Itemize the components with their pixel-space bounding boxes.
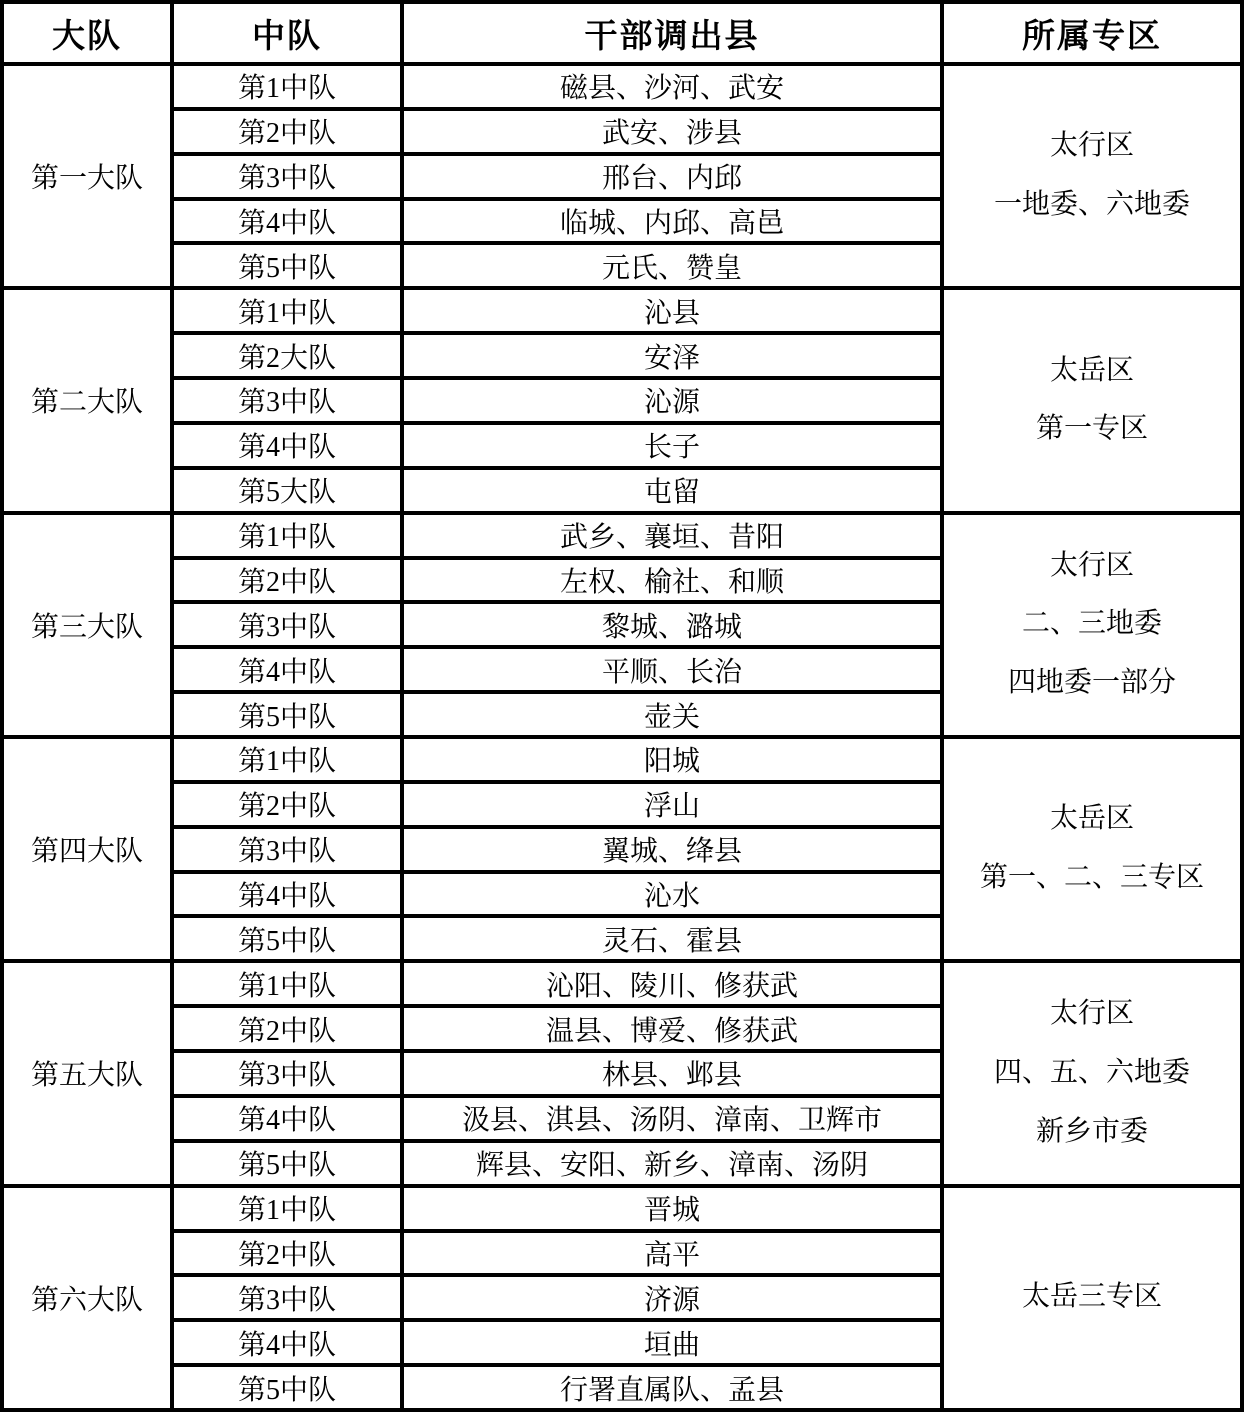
- counties-cell: 安泽: [404, 335, 940, 376]
- squadron-cell: 第4中队: [174, 201, 400, 242]
- district-line: 二、三地委: [1021, 608, 1162, 640]
- squadron-cell: 第5中队: [174, 1143, 400, 1184]
- counties-cell: 平顺、长治: [404, 649, 940, 690]
- squadron-cell: 第3中队: [174, 380, 400, 421]
- squadron-cell: 第3中队: [174, 156, 400, 197]
- header-brigade: 大队: [4, 4, 170, 62]
- squadron-cell: 第5中队: [174, 694, 400, 735]
- squadron-column-4: [174, 739, 400, 959]
- counties-column-4: [404, 739, 940, 959]
- squadron-column-3: [174, 515, 400, 735]
- squadron-cell: 第2中队: [174, 1233, 400, 1274]
- squadron-cell: 第2中队: [174, 111, 400, 152]
- squadron-cell: 第3中队: [174, 1053, 400, 1094]
- squadron-cell: 第1中队: [174, 1188, 400, 1229]
- counties-cell: 晋城: [404, 1188, 940, 1229]
- squadron-cell: 第2中队: [174, 784, 400, 825]
- header-district: 所属专区: [944, 4, 1240, 62]
- district-line: 新乡市委: [1035, 1115, 1148, 1147]
- squadron-cell: 第5中队: [174, 245, 400, 286]
- squadron-cell: 第1中队: [174, 66, 400, 107]
- counties-column-2: [404, 290, 940, 510]
- squadron-cell: 第1中队: [174, 290, 400, 331]
- squadron-cell: 第3中队: [174, 604, 400, 645]
- squadron-cell: 第2中队: [174, 1008, 400, 1049]
- counties-cell: 磁县、沙河、武安: [404, 66, 940, 107]
- counties-cell: 垣曲: [404, 1322, 940, 1363]
- counties-cell: 辉县、安阳、新乡、漳南、汤阴: [404, 1143, 940, 1184]
- district-cell-3: [944, 515, 1240, 735]
- district-line: 太岳三专区: [1021, 1281, 1162, 1313]
- counties-cell: 壶关: [404, 694, 940, 735]
- district-line: 太岳区: [1049, 803, 1134, 835]
- district-line: 太行区: [1049, 549, 1134, 581]
- counties-cell: 沁水: [404, 874, 940, 915]
- squadron-column-5: [174, 963, 400, 1183]
- counties-cell: 灵石、霍县: [404, 918, 940, 959]
- squadron-cell: 第3中队: [174, 829, 400, 870]
- squadron-cell: 第2中队: [174, 560, 400, 601]
- squadron-column-6: [174, 1188, 400, 1408]
- squadron-cell: 第5中队: [174, 1367, 400, 1408]
- squadron-cell: 第1中队: [174, 739, 400, 780]
- squadron-cell: 第5中队: [174, 918, 400, 959]
- district-cell-1: [944, 66, 1240, 286]
- brigade-cell-4: 第四大队: [4, 739, 170, 959]
- district-line: 一地委、六地委: [993, 189, 1190, 221]
- brigade-cell-6: 第六大队: [4, 1188, 170, 1408]
- district-line: 四地委一部分: [1007, 667, 1176, 699]
- counties-cell: 左权、榆社、和顺: [404, 560, 940, 601]
- counties-cell: 行署直属队、孟县: [404, 1367, 940, 1408]
- counties-column-5: [404, 963, 940, 1183]
- counties-cell: 沁县: [404, 290, 940, 331]
- squadron-cell: 第3中队: [174, 1277, 400, 1318]
- squadron-column-1: [174, 66, 400, 286]
- brigade-cell-2: 第二大队: [4, 290, 170, 510]
- brigade-cell-1: 第一大队: [4, 66, 170, 286]
- squadron-cell: 第2大队: [174, 335, 400, 376]
- header-counties: 干部调出县: [404, 4, 940, 62]
- counties-cell: 汲县、淇县、汤阴、漳南、卫辉市: [404, 1098, 940, 1139]
- counties-cell: 沁源: [404, 380, 940, 421]
- counties-cell: 武安、涉县: [404, 111, 940, 152]
- header-squadron: 中队: [174, 4, 400, 62]
- squadron-cell: 第4中队: [174, 425, 400, 466]
- district-line: 太岳区: [1049, 354, 1134, 386]
- counties-cell: 温县、博爱、修获武: [404, 1008, 940, 1049]
- counties-cell: 浮山: [404, 784, 940, 825]
- district-line: 太行区: [1049, 998, 1134, 1030]
- counties-cell: 沁阳、陵川、修获武: [404, 963, 940, 1004]
- counties-cell: 高平: [404, 1233, 940, 1274]
- squadron-cell: 第1中队: [174, 963, 400, 1004]
- squadron-cell: 第4中队: [174, 874, 400, 915]
- district-cell-6: [944, 1188, 1240, 1408]
- squadron-cell: 第4中队: [174, 1322, 400, 1363]
- counties-cell: 临城、内邱、高邑: [404, 201, 940, 242]
- brigade-cell-3: 第三大队: [4, 515, 170, 735]
- counties-cell: 邢台、内邱: [404, 156, 940, 197]
- counties-cell: 长子: [404, 425, 940, 466]
- district-line: 第一专区: [1035, 413, 1148, 445]
- squadron-cell: 第5大队: [174, 470, 400, 511]
- counties-cell: 济源: [404, 1277, 940, 1318]
- counties-cell: 翼城、绛县: [404, 829, 940, 870]
- squadron-cell: 第4中队: [174, 1098, 400, 1139]
- counties-column-3: [404, 515, 940, 735]
- counties-column-1: [404, 66, 940, 286]
- district-line: 第一、二、三专区: [979, 862, 1204, 894]
- brigade-cell-5: 第五大队: [4, 963, 170, 1183]
- squadron-cell: 第4中队: [174, 649, 400, 690]
- district-line: 四、五、六地委: [993, 1057, 1190, 1089]
- squadron-column-2: [174, 290, 400, 510]
- district-cell-2: [944, 290, 1240, 510]
- counties-cell: 林县、邺县: [404, 1053, 940, 1094]
- counties-cell: 元氏、赞皇: [404, 245, 940, 286]
- district-cell-4: [944, 739, 1240, 959]
- counties-cell: 阳城: [404, 739, 940, 780]
- squadron-cell: 第1中队: [174, 515, 400, 556]
- counties-cell: 屯留: [404, 470, 940, 511]
- district-cell-5: [944, 963, 1240, 1183]
- counties-cell: 武乡、襄垣、昔阳: [404, 515, 940, 556]
- district-line: 太行区: [1049, 130, 1134, 162]
- counties-cell: 黎城、潞城: [404, 604, 940, 645]
- counties-column-6: [404, 1188, 940, 1408]
